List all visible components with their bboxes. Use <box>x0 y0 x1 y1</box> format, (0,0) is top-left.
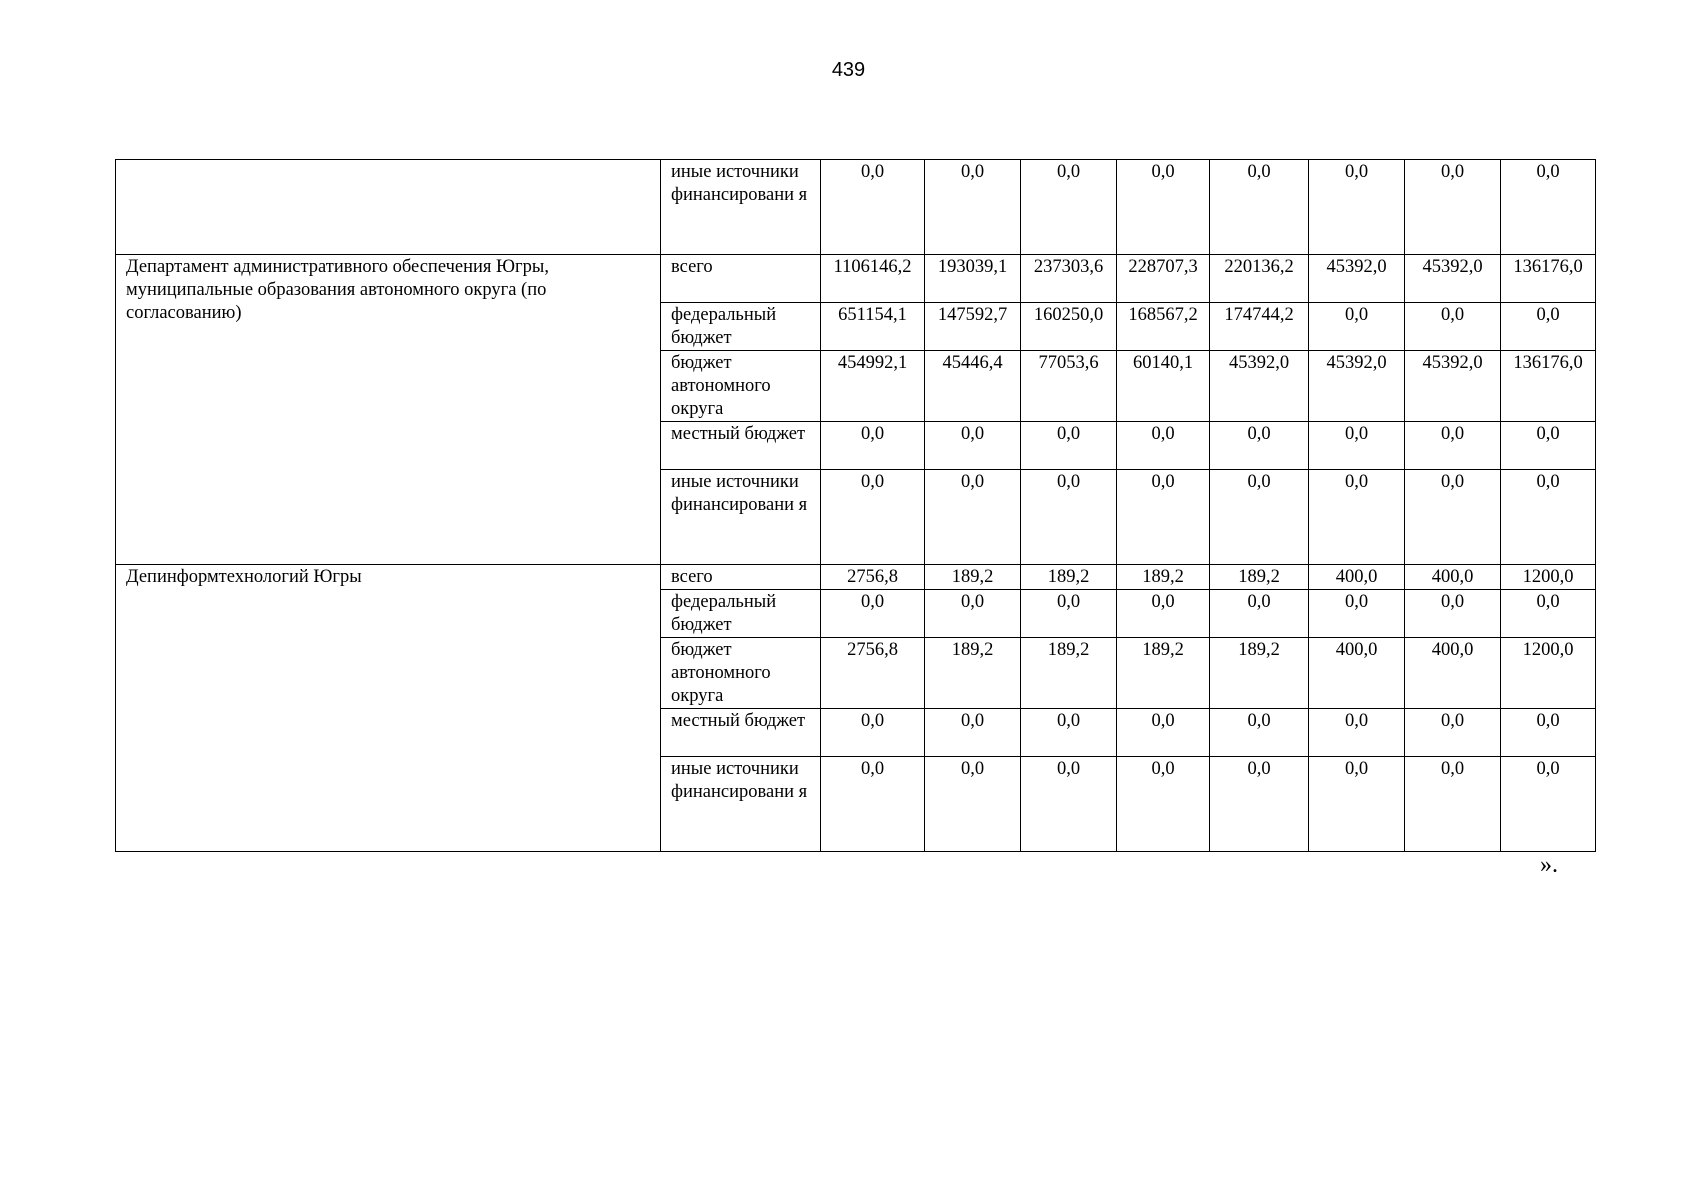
value-cell: 189,2 <box>1210 638 1309 709</box>
funding-source-cell: местный бюджет <box>661 422 821 470</box>
table-row <box>116 160 1596 255</box>
funding-source-cell: федеральный бюджет <box>661 303 821 351</box>
value-cell: 0,0 <box>1405 303 1501 351</box>
organization-cell: Депинформтехнологий Югры <box>116 565 661 852</box>
table-row <box>116 565 1596 590</box>
value-cell: 45392,0 <box>1309 351 1405 422</box>
value-cell: 45446,4 <box>925 351 1021 422</box>
value-cell: 1200,0 <box>1501 638 1596 709</box>
value-cell: 0,0 <box>1501 160 1596 255</box>
value-cell: 0,0 <box>1021 757 1117 852</box>
value-cell: 220136,2 <box>1210 255 1309 303</box>
table-row <box>116 255 1596 303</box>
value-cell: 0,0 <box>1309 303 1405 351</box>
value-cell: 0,0 <box>821 470 925 565</box>
value-cell: 400,0 <box>1405 565 1501 590</box>
value-cell: 0,0 <box>1021 590 1117 638</box>
value-cell: 0,0 <box>1405 470 1501 565</box>
value-cell: 0,0 <box>1021 160 1117 255</box>
value-cell: 0,0 <box>1210 160 1309 255</box>
value-cell: 0,0 <box>1210 757 1309 852</box>
value-cell: 0,0 <box>1117 590 1210 638</box>
funding-source-cell: иные источники финансировани я <box>661 160 821 255</box>
funding-source-cell: федеральный бюджет <box>661 590 821 638</box>
funding-source-cell: иные источники финансировани я <box>661 757 821 852</box>
value-cell: 0,0 <box>1501 303 1596 351</box>
value-cell: 400,0 <box>1309 565 1405 590</box>
funding-source-cell: бюджет автономного округа <box>661 638 821 709</box>
value-cell: 0,0 <box>1309 470 1405 565</box>
value-cell: 0,0 <box>821 160 925 255</box>
value-cell: 0,0 <box>1210 422 1309 470</box>
value-cell: 168567,2 <box>1117 303 1210 351</box>
funding-source-cell: всего <box>661 565 821 590</box>
value-cell: 0,0 <box>821 422 925 470</box>
value-cell: 0,0 <box>1117 160 1210 255</box>
value-cell: 189,2 <box>1021 565 1117 590</box>
value-cell: 174744,2 <box>1210 303 1309 351</box>
value-cell: 237303,6 <box>1021 255 1117 303</box>
financing-table <box>115 159 1596 852</box>
value-cell: 2756,8 <box>821 565 925 590</box>
value-cell: 0,0 <box>1309 757 1405 852</box>
value-cell: 0,0 <box>1405 422 1501 470</box>
value-cell: 1200,0 <box>1501 565 1596 590</box>
value-cell: 400,0 <box>1405 638 1501 709</box>
value-cell: 0,0 <box>1501 422 1596 470</box>
value-cell: 0,0 <box>1021 422 1117 470</box>
value-cell: 147592,7 <box>925 303 1021 351</box>
value-cell: 651154,1 <box>821 303 925 351</box>
value-cell: 454992,1 <box>821 351 925 422</box>
funding-source-cell: всего <box>661 255 821 303</box>
value-cell: 0,0 <box>925 757 1021 852</box>
value-cell: 0,0 <box>1210 470 1309 565</box>
value-cell: 0,0 <box>1309 590 1405 638</box>
value-cell: 0,0 <box>1309 160 1405 255</box>
value-cell: 0,0 <box>1405 757 1501 852</box>
value-cell: 189,2 <box>1021 638 1117 709</box>
organization-cell: Департамент административного обеспечения Югры, муниципальные образования автономного округа (по согласованию) <box>116 255 661 565</box>
value-cell: 45392,0 <box>1210 351 1309 422</box>
value-cell: 0,0 <box>1501 709 1596 757</box>
value-cell: 0,0 <box>1501 590 1596 638</box>
value-cell: 0,0 <box>821 757 925 852</box>
value-cell: 189,2 <box>925 638 1021 709</box>
value-cell: 0,0 <box>1501 470 1596 565</box>
value-cell: 0,0 <box>925 470 1021 565</box>
value-cell: 189,2 <box>1210 565 1309 590</box>
value-cell: 0,0 <box>925 160 1021 255</box>
value-cell: 0,0 <box>1501 757 1596 852</box>
value-cell: 1106146,2 <box>821 255 925 303</box>
value-cell: 0,0 <box>1117 422 1210 470</box>
value-cell: 2756,8 <box>821 638 925 709</box>
organization-cell <box>116 160 661 255</box>
value-cell: 0,0 <box>1405 709 1501 757</box>
value-cell: 0,0 <box>925 590 1021 638</box>
value-cell: 189,2 <box>1117 638 1210 709</box>
value-cell: 189,2 <box>925 565 1021 590</box>
value-cell: 0,0 <box>1117 470 1210 565</box>
value-cell: 0,0 <box>1117 757 1210 852</box>
value-cell: 400,0 <box>1309 638 1405 709</box>
closing-mark: ». <box>1540 852 1558 878</box>
funding-source-cell: местный бюджет <box>661 709 821 757</box>
value-cell: 45392,0 <box>1405 351 1501 422</box>
value-cell: 193039,1 <box>925 255 1021 303</box>
value-cell: 0,0 <box>1210 709 1309 757</box>
value-cell: 0,0 <box>1405 590 1501 638</box>
value-cell: 228707,3 <box>1117 255 1210 303</box>
value-cell: 0,0 <box>1117 709 1210 757</box>
value-cell: 0,0 <box>1309 709 1405 757</box>
table-body <box>116 160 1596 852</box>
value-cell: 0,0 <box>1405 160 1501 255</box>
value-cell: 45392,0 <box>1405 255 1501 303</box>
value-cell: 0,0 <box>925 422 1021 470</box>
value-cell: 45392,0 <box>1309 255 1405 303</box>
value-cell: 60140,1 <box>1117 351 1210 422</box>
funding-source-cell: бюджет автономного округа <box>661 351 821 422</box>
value-cell: 0,0 <box>1021 709 1117 757</box>
value-cell: 0,0 <box>1021 470 1117 565</box>
value-cell: 136176,0 <box>1501 255 1596 303</box>
value-cell: 0,0 <box>821 590 925 638</box>
value-cell: 160250,0 <box>1021 303 1117 351</box>
page-number: 439 <box>831 59 866 81</box>
value-cell: 0,0 <box>1210 590 1309 638</box>
value-cell: 0,0 <box>925 709 1021 757</box>
value-cell: 77053,6 <box>1021 351 1117 422</box>
funding-source-cell: иные источники финансировани я <box>661 470 821 565</box>
value-cell: 0,0 <box>821 709 925 757</box>
value-cell: 0,0 <box>1309 422 1405 470</box>
value-cell: 136176,0 <box>1501 351 1596 422</box>
value-cell: 189,2 <box>1117 565 1210 590</box>
